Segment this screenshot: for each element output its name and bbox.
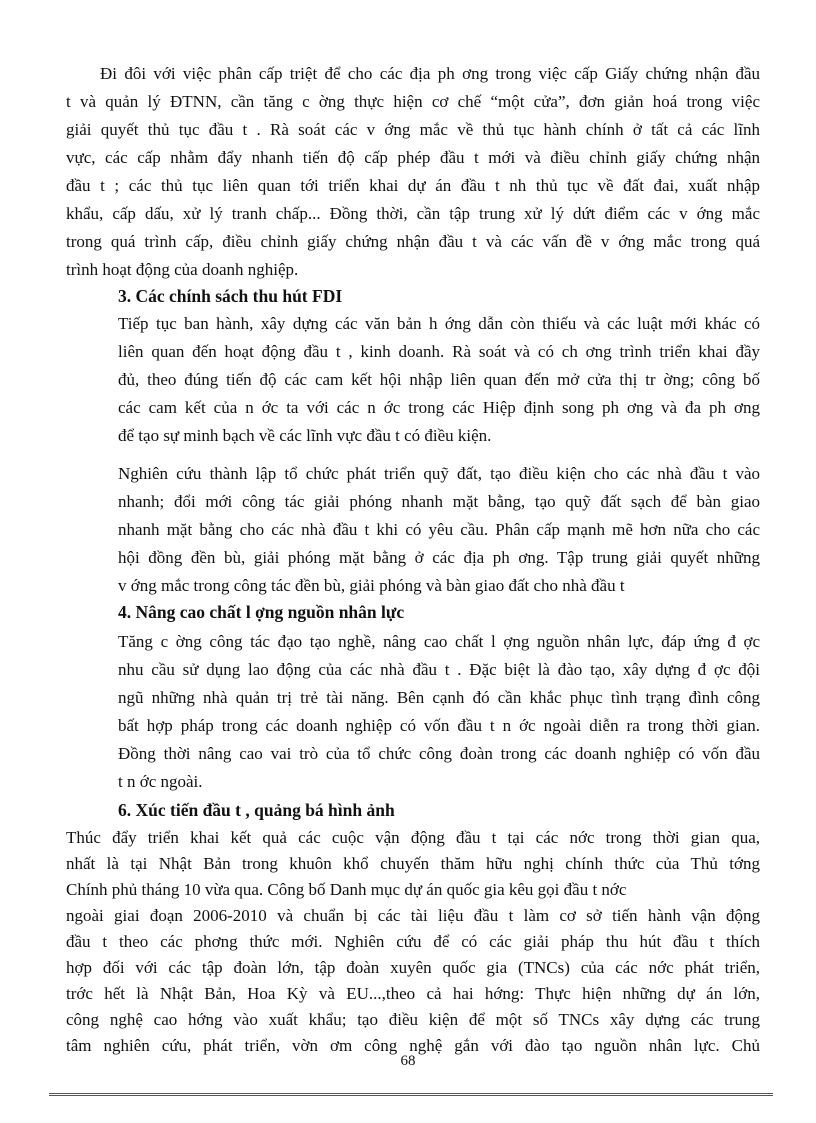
paragraph-line: để tạo sự minh bạch về các lĩnh vực đầu t có điều kiện.: [118, 426, 492, 445]
paragraph-line: nhất là tại Nhật Bản trong khuôn khổ chuyến thăm hữu nghị chính thức của Thủ tớng: [66, 854, 760, 873]
section-heading-4: 4. Nâng cao chất l ợng nguồn nhân lực: [118, 602, 405, 622]
page-number: 68: [400, 1053, 416, 1069]
paragraph-line: Đi đôi với việc phân cấp triệt để cho các địa ph ơng trong việc cấp Giấy chứng nhận đầu: [100, 64, 760, 83]
paragraph-line: Thúc đẩy triển khai kết quả các cuộc vận động đầu t tại các nớc trong thời gian qua,: [66, 828, 760, 847]
paragraph-line: đầu t ; các thủ tục liên quan tới triển khai dự án đầu t nh thủ tục về đất đai, xuất nhập: [66, 176, 760, 195]
paragraph-line: liên quan đến hoạt động đầu t , kinh doanh. Rà soát và có ch ơng trình triển khai đầy: [118, 342, 760, 361]
paragraph-line: t n ớc ngoài.: [118, 772, 203, 791]
paragraph-line: trớc hết là Nhật Bản, Hoa Kỳ và EU...,theo cả hai hớng: Thực hiện những dự án lớn,: [66, 984, 760, 1003]
paragraph-line: tâm nghiên cứu, phát triển, vờn ơm công nghệ gắn với đào tạo nguồn nhân lực. Chủ: [66, 1036, 760, 1055]
paragraph-line: hội đồng đền bù, giải phóng mặt bằng ở các địa ph ơng. Tập trung giải quyết những: [118, 548, 760, 567]
paragraph-line: giải quyết thủ tục đầu t . Rà soát các v ớng mắc về thủ tục hành chính ở tất cả các lĩnh: [66, 120, 760, 139]
paragraph-line: trong quá trình cấp, điều chỉnh giấy chứng nhận đầu t và các vấn đề v ớng mắc trong quá: [66, 232, 760, 251]
paragraph-line: Tiếp tục ban hành, xây dựng các văn bản h ớng dẫn còn thiếu và các luật mới khác có: [118, 314, 760, 333]
paragraph-line: v ớng mắc trong công tác đền bù, giải phóng và bàn giao đất cho nhà đầu t: [118, 576, 625, 595]
paragraph-line: hợp đối với các tập đoàn lớn, tập đoàn xuyên quốc gia (TNCs) của các nớc phát triển,: [66, 958, 760, 977]
section-heading-6: 6. Xúc tiến đầu t , quảng bá hình ảnh: [118, 800, 395, 820]
paragraph-line: ngoài giai đoạn 2006-2010 và chuẩn bị các tài liệu đầu t làm cơ sở tiến hành vận động: [66, 906, 760, 925]
paragraph-line: Tăng c ờng công tác đạo tạo nghề, nâng cao chất l ợng nguồn nhân lực, đáp ứng đ ợc: [118, 632, 760, 651]
paragraph-line: nhanh; đổi mới công tác giải phóng nhanh mặt bằng, tạo quỹ đất sạch để bàn giao: [118, 492, 760, 511]
paragraph-line: nhanh mặt bằng cho các nhà đầu t khi có yêu cầu. Phân cấp mạnh mẽ hơn nữa cho các: [118, 520, 760, 539]
footer-rule: [49, 1093, 773, 1098]
paragraph-line: t và quản lý ĐTNN, cần tăng c ờng thực hiện cơ chế “một cửa”, đơn giản hoá trong việc: [66, 92, 760, 111]
paragraph-line: công nghệ cao hớng vào xuất khẩu; tạo điều kiện để một số TNCs xây dựng các trung: [66, 1010, 760, 1029]
paragraph-line: ngũ những nhà quản trị trẻ tài năng. Bên cạnh đó cần khắc phục tình trạng đình công: [118, 688, 760, 707]
paragraph-line: Đồng thời nâng cao vai trò của tổ chức công đoàn trong các doanh nghiệp có vốn đầu: [118, 744, 760, 763]
paragraph-line: các cam kết của n ớc ta với các n ớc trong các Hiệp định song ph ơng và đa ph ơng: [118, 398, 760, 417]
paragraph-line: Chính phủ tháng 10 vừa qua. Công bố Danh mục dự án quốc gia kêu gọi đầu t nớc: [66, 880, 627, 899]
paragraph-line: vực, các cấp nhằm đẩy nhanh tiến độ cấp phép đầu t mới và điều chỉnh giấy chứng nhận: [66, 148, 760, 167]
paragraph-line: khẩu, cấp dấu, xử lý tranh chấp... Đồng thời, cần tập trung xử lý dứt điểm các v ớng mắc: [66, 204, 760, 223]
paragraph-line: Nghiên cứu thành lập tổ chức phát triển quỹ đất, tạo điều kiện cho các nhà đầu t vào: [118, 464, 760, 483]
paragraph-line: bất hợp pháp trong các doanh nghiệp có vốn đầu t n ớc ngoài diễn ra trong thời gian.: [118, 716, 760, 735]
paragraph-line: trình hoạt động của doanh nghiệp.: [66, 260, 299, 279]
section-heading-3: 3. Các chính sách thu hút FDI: [118, 286, 343, 306]
paragraph-line: nhu cầu sử dụng lao động của các nhà đầu t . Đặc biệt là đào tạo, xây dựng đ ợc đội: [118, 660, 760, 679]
paragraph-line: đủ, theo đúng tiến độ các cam kết hội nhập liên quan đến mở cửa thị tr ờng; công bố: [118, 370, 760, 389]
paragraph-line: đầu t theo các phơng thức mới. Nghiên cứu để có các giải pháp thu hút đầu t thích: [66, 932, 760, 951]
